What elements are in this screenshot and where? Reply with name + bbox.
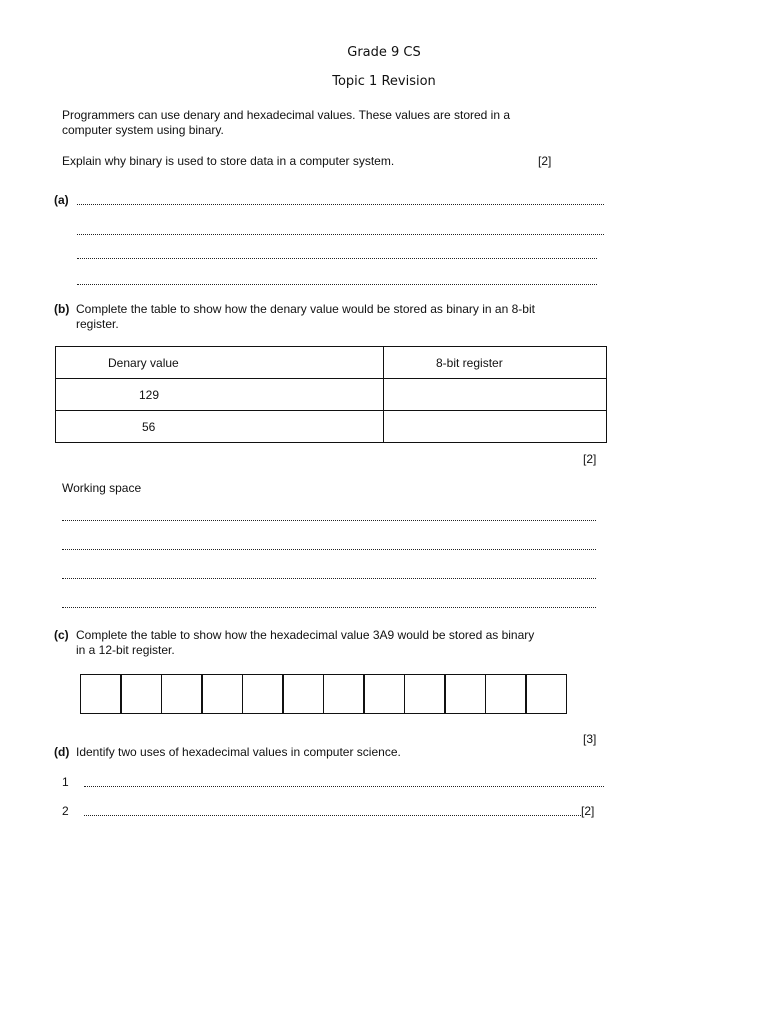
part-c-label: (c)	[54, 628, 69, 642]
bit-cell[interactable]	[323, 674, 365, 714]
part-c-text-1: Complete the table to show how the hexadecimal value 3A9 would be stored as binary	[76, 628, 535, 642]
working-line-1[interactable]	[62, 519, 596, 521]
twelve-bit-register	[81, 674, 567, 714]
table-cell-denary-2: 56	[56, 411, 384, 443]
bit-cell[interactable]	[80, 674, 122, 714]
part-b-marks: [2]	[583, 452, 597, 466]
answer-line-a4[interactable]	[77, 283, 597, 285]
part-b-text-1: Complete the table to show how the denary value would be stored as binary in an 8-bit	[76, 302, 535, 316]
intro-line-1: Programmers can use denary and hexadecimal values. These values are stored in a	[62, 108, 511, 122]
page-title: Grade 9 CS	[347, 45, 421, 60]
denary-binary-table	[55, 346, 607, 443]
table-header-register: 8-bit register	[384, 347, 607, 379]
part-b-label: (b)	[54, 302, 70, 316]
bit-cell[interactable]	[201, 674, 243, 714]
bit-cell[interactable]	[282, 674, 324, 714]
intro-line-2: computer system using binary.	[62, 123, 224, 137]
bit-cell[interactable]	[161, 674, 203, 714]
table-header-denary: Denary value	[56, 347, 384, 379]
answer-number-1: 1	[62, 775, 69, 789]
working-line-2[interactable]	[62, 548, 596, 550]
answer-line-d2[interactable]	[84, 814, 581, 816]
working-space-label: Working space	[62, 481, 142, 495]
answer-number-2: 2	[62, 804, 69, 818]
working-line-4[interactable]	[62, 606, 596, 608]
part-a-label: (a)	[54, 193, 69, 207]
page-subtitle: Topic 1 Revision	[332, 74, 436, 89]
working-line-3[interactable]	[62, 577, 596, 579]
part-d-label: (d)	[54, 745, 70, 759]
part-c-marks: [3]	[583, 732, 597, 746]
part-b-text-2: register.	[76, 317, 119, 331]
answer-line-a3[interactable]	[77, 257, 597, 259]
part-d-marks: [2]	[581, 804, 595, 818]
table-cell-denary-1: 129	[56, 379, 384, 411]
bit-cell[interactable]	[404, 674, 446, 714]
bit-cell[interactable]	[444, 674, 486, 714]
bit-cell[interactable]	[525, 674, 567, 714]
bit-cell[interactable]	[120, 674, 162, 714]
bit-cell[interactable]	[242, 674, 284, 714]
bit-cell[interactable]	[485, 674, 527, 714]
answer-line-a1[interactable]	[77, 203, 604, 205]
answer-line-a2[interactable]	[77, 233, 604, 235]
part-c-text-2: in a 12-bit register.	[76, 643, 175, 657]
answer-line-d1[interactable]	[84, 785, 604, 787]
explain-question: Explain why binary is used to store data in a computer system.	[62, 154, 395, 168]
table-cell-register-2[interactable]	[384, 411, 607, 443]
part-d-text: Identify two uses of hexadecimal values in computer science.	[76, 745, 401, 759]
table-cell-register-1[interactable]	[384, 379, 607, 411]
bit-cell[interactable]	[363, 674, 405, 714]
explain-marks: [2]	[538, 154, 552, 168]
